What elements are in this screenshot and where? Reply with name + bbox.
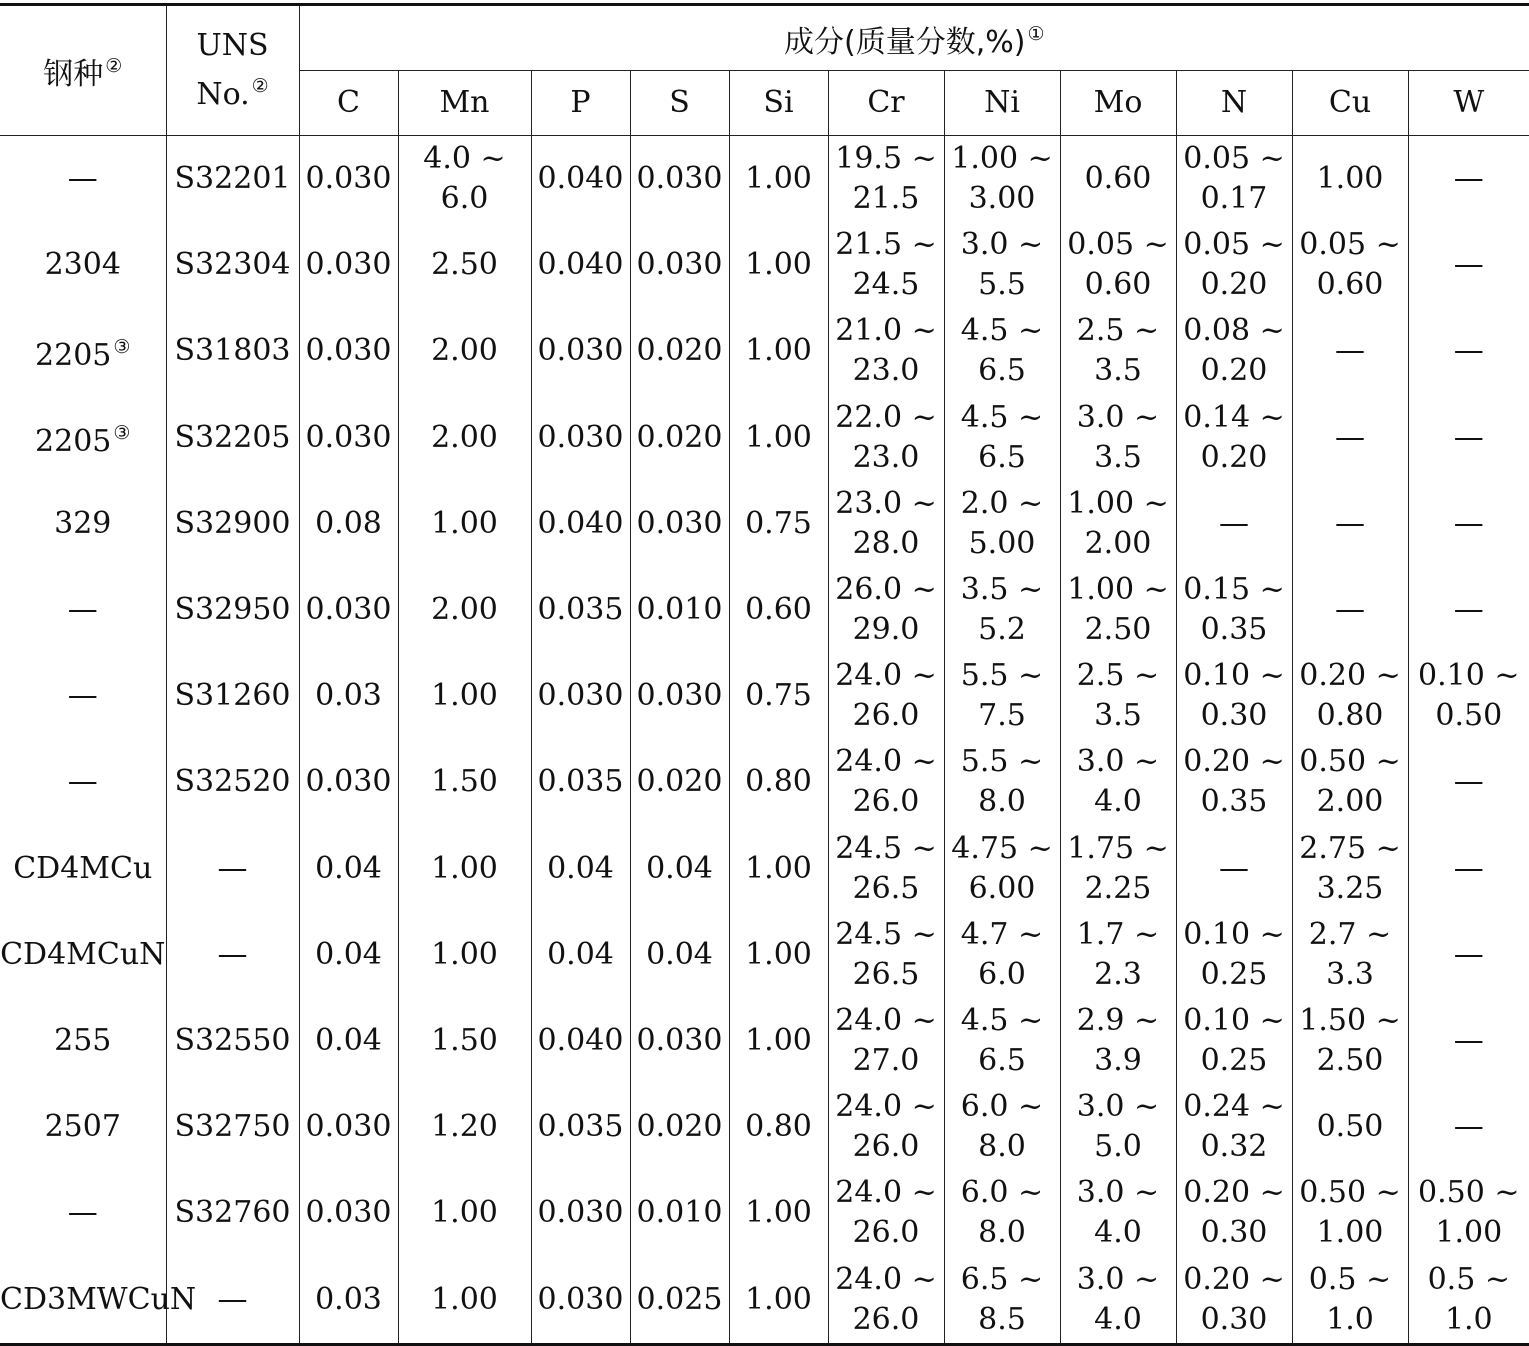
value-cell-ni: 4.5 ~ 6.5	[944, 395, 1060, 481]
value-cell-s: 0.020	[630, 1084, 729, 1170]
table-row	[0, 1256, 1529, 1344]
value-cell-ni: 6.0 ~ 8.0	[944, 1170, 1060, 1256]
value-cell-si: 1.00	[729, 1170, 828, 1256]
grade-header-note: ②	[105, 55, 123, 77]
uns-cell: S32950	[166, 567, 299, 653]
value-cell-mo: 0.60	[1060, 136, 1176, 223]
element-header-w: W	[1408, 71, 1529, 136]
uns-cell: —	[166, 1256, 299, 1344]
value-cell-cr: 21.5 ~ 24.5	[828, 222, 944, 308]
table-row	[0, 567, 1529, 653]
grade-value: 2205	[35, 337, 112, 373]
uns-header	[166, 5, 299, 136]
value-cell-p: 0.04	[531, 826, 630, 912]
uns-cell: S32201	[166, 136, 299, 223]
value-cell-mo: 2.5 ~ 3.5	[1060, 653, 1176, 739]
value-cell-c: 0.030	[299, 136, 398, 223]
grade-cell	[0, 395, 166, 481]
value-cell-mo: 1.00 ~ 2.50	[1060, 567, 1176, 653]
table-row	[0, 653, 1529, 739]
element-header-p: P	[531, 71, 630, 136]
grade-value: —	[67, 764, 98, 800]
uns-cell: —	[166, 912, 299, 998]
value-cell-n: 0.10 ~ 0.25	[1176, 998, 1292, 1084]
value-cell-si: 0.75	[729, 481, 828, 567]
value-cell-w: —	[1408, 739, 1529, 825]
value-cell-cu: 0.50 ~ 1.00	[1292, 1170, 1408, 1256]
value-cell-s: 0.020	[630, 308, 729, 394]
grade-value: 2304	[44, 247, 121, 283]
uns-cell: S32550	[166, 998, 299, 1084]
value-cell-cr: 19.5 ~ 21.5	[828, 136, 944, 223]
value-cell-cr: 24.0 ~ 26.0	[828, 1256, 944, 1344]
value-cell-cr: 23.0 ~ 28.0	[828, 481, 944, 567]
value-cell-s: 0.030	[630, 222, 729, 308]
value-cell-s: 0.030	[630, 136, 729, 223]
value-cell-si: 1.00	[729, 308, 828, 394]
value-cell-mn: 2.00	[398, 308, 531, 394]
value-cell-cu: 0.50 ~ 2.00	[1292, 739, 1408, 825]
value-cell-cr: 24.5 ~ 26.5	[828, 826, 944, 912]
grade-cell	[0, 1084, 166, 1170]
value-cell-cr: 24.0 ~ 27.0	[828, 998, 944, 1084]
value-cell-w: —	[1408, 481, 1529, 567]
table-row	[0, 1084, 1529, 1170]
value-cell-w: —	[1408, 222, 1529, 308]
value-cell-n: 0.20 ~ 0.30	[1176, 1170, 1292, 1256]
value-cell-p: 0.035	[531, 567, 630, 653]
value-cell-ni: 6.0 ~ 8.0	[944, 1084, 1060, 1170]
value-cell-w: —	[1408, 1084, 1529, 1170]
value-cell-n: 0.20 ~ 0.30	[1176, 1256, 1292, 1344]
value-cell-c: 0.03	[299, 653, 398, 739]
grade-cell	[0, 308, 166, 394]
grade-value: 329	[54, 505, 112, 541]
value-cell-p: 0.030	[531, 1170, 630, 1256]
uns-cell: S32205	[166, 395, 299, 481]
grade-cell	[0, 567, 166, 653]
element-header-n: N	[1176, 71, 1292, 136]
value-cell-s: 0.04	[630, 826, 729, 912]
value-cell-cu: 0.50	[1292, 1084, 1408, 1170]
value-cell-w: 0.10 ~ 0.50	[1408, 653, 1529, 739]
value-cell-s: 0.020	[630, 739, 729, 825]
grade-cell	[0, 222, 166, 308]
value-cell-cr: 21.0 ~ 23.0	[828, 308, 944, 394]
value-cell-cu: 2.7 ~ 3.3	[1292, 912, 1408, 998]
value-cell-n: 0.10 ~ 0.25	[1176, 912, 1292, 998]
value-cell-cr: 24.0 ~ 26.0	[828, 653, 944, 739]
table-row	[0, 912, 1529, 998]
value-cell-p: 0.030	[531, 1256, 630, 1344]
value-cell-mn: 2.50	[398, 222, 531, 308]
element-header-ni: Ni	[944, 71, 1060, 136]
value-cell-ni: 2.0 ~ 5.00	[944, 481, 1060, 567]
grade-cell	[0, 1170, 166, 1256]
grade-note: ③	[113, 335, 131, 358]
value-cell-cu: 0.20 ~ 0.80	[1292, 653, 1408, 739]
element-header-si: Si	[729, 71, 828, 136]
value-cell-cu: 0.5 ~ 1.0	[1292, 1256, 1408, 1344]
value-cell-c: 0.030	[299, 567, 398, 653]
value-cell-c: 0.04	[299, 826, 398, 912]
value-cell-ni: 4.5 ~ 6.5	[944, 998, 1060, 1084]
value-cell-w: —	[1408, 912, 1529, 998]
uns-cell: S32750	[166, 1084, 299, 1170]
uns-cell: S32520	[166, 739, 299, 825]
value-cell-cu: 2.75 ~ 3.25	[1292, 826, 1408, 912]
value-cell-si: 0.80	[729, 1084, 828, 1170]
element-header-c: C	[299, 71, 398, 136]
value-cell-p: 0.035	[531, 739, 630, 825]
value-cell-ni: 6.5 ~ 8.5	[944, 1256, 1060, 1344]
grade-value: CD4MCu	[13, 850, 153, 886]
table-row	[0, 395, 1529, 481]
grade-cell	[0, 998, 166, 1084]
value-cell-si: 0.80	[729, 739, 828, 825]
value-cell-si: 0.75	[729, 653, 828, 739]
value-cell-n: 0.10 ~ 0.30	[1176, 653, 1292, 739]
uns-cell: S31803	[166, 308, 299, 394]
value-cell-s: 0.020	[630, 395, 729, 481]
table-row	[0, 998, 1529, 1084]
grade-value: —	[67, 1195, 98, 1231]
grade-cell	[0, 826, 166, 912]
value-cell-cu: —	[1292, 567, 1408, 653]
value-cell-mn: 2.00	[398, 567, 531, 653]
value-cell-si: 1.00	[729, 912, 828, 998]
value-cell-ni: 4.75 ~ 6.00	[944, 826, 1060, 912]
value-cell-c: 0.030	[299, 1170, 398, 1256]
value-cell-cu: —	[1292, 308, 1408, 394]
value-cell-mo: 2.9 ~ 3.9	[1060, 998, 1176, 1084]
element-header-cu: Cu	[1292, 71, 1408, 136]
value-cell-mo: 0.05 ~ 0.60	[1060, 222, 1176, 308]
element-header-mn: Mn	[398, 71, 531, 136]
value-cell-s: 0.025	[630, 1256, 729, 1344]
grade-cell	[0, 1256, 197, 1344]
value-cell-w: —	[1408, 395, 1529, 481]
value-cell-cr: 24.0 ~ 26.0	[828, 1084, 944, 1170]
value-cell-mn: 2.00	[398, 395, 531, 481]
value-cell-mn: 1.00	[398, 1256, 531, 1344]
grade-cell	[0, 481, 166, 567]
table-row	[0, 1170, 1529, 1256]
value-cell-c: 0.030	[299, 222, 398, 308]
table-header	[0, 5, 1529, 136]
value-cell-ni: 3.0 ~ 5.5	[944, 222, 1060, 308]
value-cell-mo: 3.0 ~ 4.0	[1060, 739, 1176, 825]
value-cell-ni: 5.5 ~ 7.5	[944, 653, 1060, 739]
value-cell-mo: 3.0 ~ 4.0	[1060, 1256, 1176, 1344]
grade-cell	[0, 653, 166, 739]
value-cell-p: 0.030	[531, 308, 630, 394]
value-cell-cu: 1.00	[1292, 136, 1408, 223]
value-cell-mo: 1.00 ~ 2.00	[1060, 481, 1176, 567]
value-cell-cr: 24.0 ~ 26.0	[828, 739, 944, 825]
value-cell-si: 1.00	[729, 826, 828, 912]
value-cell-n: —	[1176, 826, 1292, 912]
value-cell-s: 0.030	[630, 481, 729, 567]
value-cell-n: 0.05 ~ 0.20	[1176, 222, 1292, 308]
value-cell-cr: 24.0 ~ 26.0	[828, 1170, 944, 1256]
value-cell-si: 1.00	[729, 136, 828, 223]
element-header-cr: Cr	[828, 71, 944, 136]
value-cell-p: 0.040	[531, 998, 630, 1084]
value-cell-mo: 2.5 ~ 3.5	[1060, 308, 1176, 394]
value-cell-mn: 1.00	[398, 912, 531, 998]
grade-value: 2205	[35, 424, 112, 460]
grade-note: ③	[113, 422, 131, 445]
composition-header-note: ①	[1027, 22, 1045, 45]
value-cell-w: —	[1408, 136, 1529, 223]
value-cell-w: —	[1408, 998, 1529, 1084]
value-cell-cu: —	[1292, 395, 1408, 481]
value-cell-mn: 4.0 ~ 6.0	[398, 136, 531, 223]
value-cell-p: 0.035	[531, 1084, 630, 1170]
uns-cell: S32760	[166, 1170, 299, 1256]
grade-value: CD4MCuN	[0, 936, 166, 972]
value-cell-mn: 1.50	[398, 739, 531, 825]
composition-header-label: 成分(质量分数,%)	[784, 24, 1026, 60]
grade-value: 2507	[44, 1109, 121, 1145]
value-cell-c: 0.030	[299, 395, 398, 481]
value-cell-ni: 1.00 ~ 3.00	[944, 136, 1060, 223]
value-cell-p: 0.040	[531, 222, 630, 308]
value-cell-c: 0.030	[299, 1084, 398, 1170]
table-row	[0, 739, 1529, 825]
table-row	[0, 481, 1529, 567]
element-header-mo: Mo	[1060, 71, 1176, 136]
value-cell-p: 0.040	[531, 481, 630, 567]
grade-value: —	[67, 592, 98, 628]
value-cell-cr: 22.0 ~ 23.0	[828, 395, 944, 481]
table-row	[0, 308, 1529, 394]
value-cell-w: —	[1408, 308, 1529, 394]
uns-header-line1: UNS	[196, 28, 269, 63]
uns-header-note: ②	[251, 75, 269, 97]
value-cell-cu: 1.50 ~ 2.50	[1292, 998, 1408, 1084]
table-row	[0, 136, 1529, 223]
value-cell-mo: 1.7 ~ 2.3	[1060, 912, 1176, 998]
value-cell-w: —	[1408, 826, 1529, 912]
value-cell-si: 0.60	[729, 567, 828, 653]
header-row-top	[0, 5, 1529, 71]
value-cell-w: 0.5 ~ 1.0	[1408, 1256, 1529, 1344]
grade-cell	[0, 912, 166, 998]
value-cell-cu: 0.05 ~ 0.60	[1292, 222, 1408, 308]
grade-cell	[0, 136, 166, 223]
value-cell-w: 0.50 ~ 1.00	[1408, 1170, 1529, 1256]
uns-cell: S31260	[166, 653, 299, 739]
value-cell-si: 1.00	[729, 1256, 828, 1344]
value-cell-c: 0.08	[299, 481, 398, 567]
grade-header	[0, 5, 166, 136]
uns-cell: S32304	[166, 222, 299, 308]
value-cell-n: 0.20 ~ 0.35	[1176, 739, 1292, 825]
element-header-s: S	[630, 71, 729, 136]
value-cell-w: —	[1408, 567, 1529, 653]
value-cell-ni: 4.7 ~ 6.0	[944, 912, 1060, 998]
value-cell-mo: 3.0 ~ 4.0	[1060, 1170, 1176, 1256]
value-cell-s: 0.030	[630, 998, 729, 1084]
value-cell-si: 1.00	[729, 998, 828, 1084]
value-cell-c: 0.03	[299, 1256, 398, 1344]
value-cell-c: 0.030	[299, 308, 398, 394]
table-row	[0, 222, 1529, 308]
table-body	[0, 136, 1529, 1345]
value-cell-cr: 24.5 ~ 26.5	[828, 912, 944, 998]
value-cell-mn: 1.50	[398, 998, 531, 1084]
value-cell-s: 0.04	[630, 912, 729, 998]
value-cell-mn: 1.00	[398, 1170, 531, 1256]
value-cell-c: 0.04	[299, 998, 398, 1084]
value-cell-c: 0.030	[299, 739, 398, 825]
value-cell-p: 0.04	[531, 912, 630, 998]
value-cell-mn: 1.00	[398, 481, 531, 567]
value-cell-cu: —	[1292, 481, 1408, 567]
composition-header	[299, 5, 1529, 71]
value-cell-s: 0.030	[630, 653, 729, 739]
value-cell-p: 0.040	[531, 136, 630, 223]
value-cell-ni: 3.5 ~ 5.2	[944, 567, 1060, 653]
value-cell-p: 0.030	[531, 395, 630, 481]
grade-value: CD3MWCuN	[0, 1281, 197, 1317]
value-cell-mo: 3.0 ~ 3.5	[1060, 395, 1176, 481]
value-cell-ni: 4.5 ~ 6.5	[944, 308, 1060, 394]
value-cell-n: 0.08 ~ 0.20	[1176, 308, 1292, 394]
value-cell-mo: 1.75 ~ 2.25	[1060, 826, 1176, 912]
value-cell-si: 1.00	[729, 395, 828, 481]
grade-value: —	[67, 678, 98, 714]
value-cell-mn: 1.00	[398, 653, 531, 739]
value-cell-n: 0.14 ~ 0.20	[1176, 395, 1292, 481]
value-cell-si: 1.00	[729, 222, 828, 308]
value-cell-n: —	[1176, 481, 1292, 567]
uns-cell: S32900	[166, 481, 299, 567]
grade-value: —	[67, 161, 98, 197]
uns-header-line2: No.	[196, 77, 250, 112]
grade-value: 255	[54, 1022, 112, 1058]
value-cell-n: 0.24 ~ 0.32	[1176, 1084, 1292, 1170]
table-row	[0, 826, 1529, 912]
value-cell-mn: 1.20	[398, 1084, 531, 1170]
grade-cell	[0, 739, 166, 825]
value-cell-cr: 26.0 ~ 29.0	[828, 567, 944, 653]
value-cell-mo: 3.0 ~ 5.0	[1060, 1084, 1176, 1170]
value-cell-p: 0.030	[531, 653, 630, 739]
value-cell-s: 0.010	[630, 1170, 729, 1256]
value-cell-c: 0.04	[299, 912, 398, 998]
uns-cell: —	[166, 826, 299, 912]
value-cell-mn: 1.00	[398, 826, 531, 912]
composition-table	[0, 3, 1529, 1346]
value-cell-s: 0.010	[630, 567, 729, 653]
value-cell-n: 0.15 ~ 0.35	[1176, 567, 1292, 653]
value-cell-ni: 5.5 ~ 8.0	[944, 739, 1060, 825]
value-cell-n: 0.05 ~ 0.17	[1176, 136, 1292, 223]
grade-header-label: 钢种	[43, 57, 104, 92]
